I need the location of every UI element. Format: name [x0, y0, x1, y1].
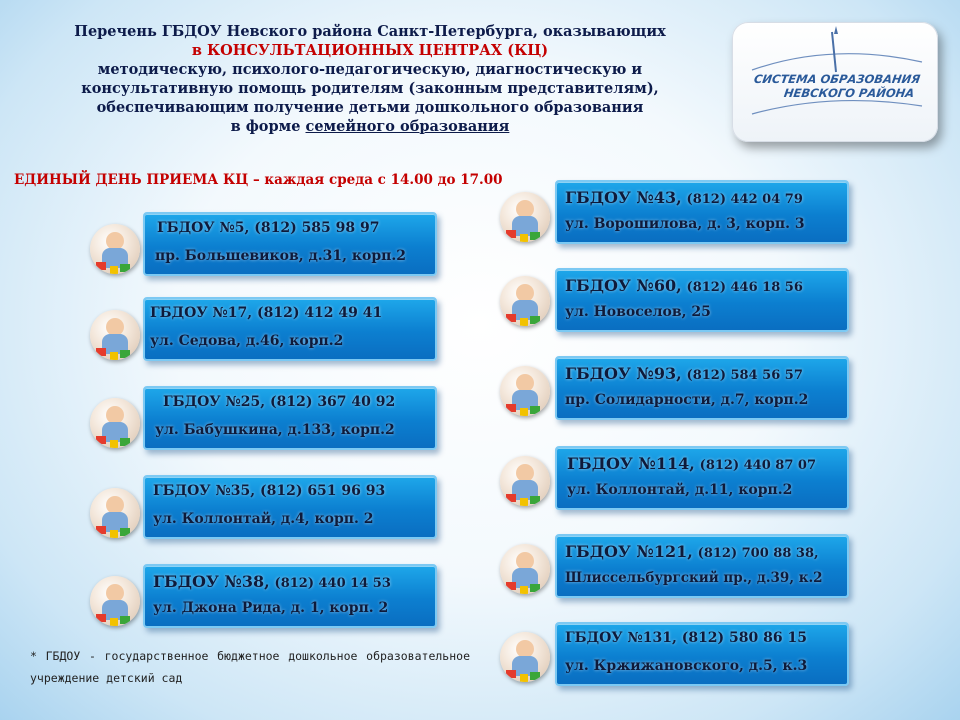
kc-phone: (812) 412 49 41 [256, 305, 383, 321]
kc-card-25 [143, 386, 437, 450]
kc-name: ГБДОУ №93, [565, 364, 682, 383]
kc-card-43 [555, 180, 849, 244]
logo-line-1: СИСТЕМА ОБРАЗОВАНИЯ [753, 72, 922, 86]
child-photo-icon [500, 192, 550, 242]
kc-name: ГБДОУ №114, [567, 454, 695, 473]
child-photo-icon [500, 366, 550, 416]
kc-name: ГБДОУ №35, [153, 483, 256, 499]
kc-phone: (812) 440 87 07 [699, 458, 817, 473]
kc-address: ул. Коллонтай, д.4, корп. 2 [153, 511, 374, 527]
kc-phone: (812) 700 88 38, [697, 546, 819, 561]
kc-phone: (812) 440 14 53 [274, 576, 391, 591]
kc-name: ГБДОУ №43, [565, 188, 682, 207]
child-photo-icon [90, 576, 140, 626]
kc-address: ул. Коллонтай, д.11, корп.2 [567, 482, 793, 498]
kc-phone: (812) 446 18 56 [686, 280, 803, 295]
kc-name: ГБДОУ №25, [163, 394, 266, 410]
kc-name: ГБДОУ №38, [153, 572, 270, 591]
title-line-6-prefix: в форме [230, 118, 306, 135]
title-line-4: консультативную помощь родителям (законным представителям), [81, 80, 659, 97]
footnote: * ГБДОУ - государственное бюджетное дошкольное образовательное учреждение детский сад [30, 649, 470, 685]
kc-name: ГБДОУ №60, [565, 276, 682, 295]
kc-address: ул. Новоселов, 25 [565, 304, 711, 320]
kc-card-114 [555, 446, 849, 510]
kc-phone: (812) 367 40 92 [269, 394, 396, 410]
kc-card-60 [555, 268, 849, 332]
child-photo-icon [500, 632, 550, 682]
kc-name: ГБДОУ №131, [565, 630, 677, 646]
kc-name: ГБДОУ №17, [150, 305, 253, 321]
kc-address: пр. Большевиков, д.31, корп.2 [155, 248, 406, 264]
kc-address: ул. Седова, д.46, корп.2 [150, 333, 344, 349]
kc-phone: (812) 584 56 57 [686, 368, 803, 383]
kc-address: ул. Джона Рида, д. 1, корп. 2 [153, 600, 389, 616]
title-line-1: Перечень ГБДОУ Невского района Санкт-Петербурга, оказывающих [74, 23, 666, 40]
kc-address: ул. Ворошилова, д. 3, корп. 3 [565, 216, 805, 232]
page-title [40, 22, 700, 136]
title-line-6 [40, 117, 700, 136]
child-photo-icon [500, 544, 550, 594]
logo-line-2: НЕВСКОГО РАЙОНА [783, 86, 916, 100]
kc-name: ГБДОУ №5, [157, 220, 250, 236]
kc-card-121 [555, 534, 849, 598]
title-line-5: обеспечивающим получение детьми дошкольного образования [96, 99, 644, 116]
kc-card-5 [143, 212, 437, 276]
kc-address: ул. Бабушкина, д.133, корп.2 [155, 422, 395, 438]
district-education-logo [732, 22, 938, 142]
kc-phone: (812) 651 96 93 [259, 483, 386, 499]
kc-phone: (812) 580 86 15 [681, 630, 807, 646]
kc-phone: (812) 585 98 97 [254, 220, 380, 236]
kc-phone: (812) 442 04 79 [686, 192, 803, 207]
kc-card-38 [143, 564, 437, 628]
child-photo-icon [90, 224, 140, 274]
kc-address: ул. Кржижановского, д.5, к.3 [565, 658, 808, 674]
kc-card-93 [555, 356, 849, 420]
kc-card-35 [143, 475, 437, 539]
kc-card-17 [143, 297, 437, 361]
unified-reception-day: ЕДИНЫЙ ДЕНЬ ПРИЕМА КЦ – каждая среда с 14.00 до 17.00 [14, 172, 503, 188]
kc-address: Шлиссельбургский пр., д.39, к.2 [565, 570, 823, 586]
family-education-link[interactable]: семейного образования [305, 118, 510, 135]
child-photo-icon [500, 276, 550, 326]
kc-address: пр. Солидарности, д.7, корп.2 [565, 392, 809, 408]
child-photo-icon [90, 398, 140, 448]
child-photo-icon [90, 310, 140, 360]
title-line-2: в КОНСУЛЬТАЦИОННЫХ ЦЕНТРАХ (КЦ) [191, 42, 549, 59]
kc-card-131 [555, 622, 849, 686]
child-photo-icon [500, 456, 550, 506]
child-photo-icon [90, 488, 140, 538]
title-line-3: методическую, психолого-педагогическую, диагностическую и [97, 61, 643, 78]
kc-name: ГБДОУ №121, [565, 542, 693, 561]
